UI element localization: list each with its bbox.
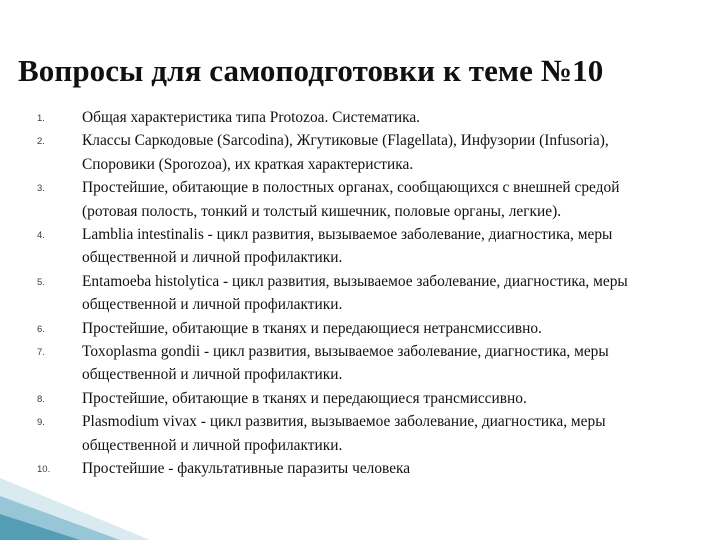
item-number: 9. <box>37 417 45 429</box>
list-item <box>0 106 720 129</box>
item-text: Lamblia intestinalis - цикл развития, вызываемое заболевание, диагностика, меры общественной и личной профилактики. <box>82 226 613 267</box>
item-text: Toxoplasma gondii - цикл развития, вызываемое заболевание, диагностика, меры общественной и личной профилактики. <box>82 343 609 384</box>
item-text: Простейшие - факультативные паразиты человека <box>82 460 411 478</box>
list-item <box>0 270 720 317</box>
item-text: Plasmodium vivax - цикл развития, вызываемое заболевание, диагностика, меры общественной и личной профилактики. <box>82 413 606 454</box>
item-number: 5. <box>37 276 45 288</box>
questions-list <box>0 106 720 481</box>
item-text: Entamoeba histolytica - цикл развития, вызываемое заболевание, диагностика, меры общественной и личной профилактики. <box>82 272 628 314</box>
item-text: Простейшие, обитающие в тканях и передающиеся трансмиссивно. <box>82 389 527 407</box>
item-number: 4. <box>37 230 45 242</box>
item-text: Простейшие, обитающие в тканях и передающиеся нетрансмиссивно. <box>82 319 542 337</box>
item-text: Общая характеристика типа Protozoa. Систематика. <box>82 109 421 126</box>
list-item <box>0 176 720 223</box>
item-text: Классы Саркодовые (Sarcodina), Жгутиковые (Flagellata), Инфузории (Infusoria), Споровики (Sporozoa), их краткая характеристика. <box>82 132 609 173</box>
decor-shape-dark <box>0 514 80 540</box>
list-item <box>0 129 720 176</box>
item-number: 8. <box>37 393 45 405</box>
item-number: 10. <box>37 464 51 476</box>
item-number: 2. <box>37 136 45 148</box>
item-number: 1. <box>37 113 45 124</box>
item-text: Простейшие, обитающие в полостных органах, сообщающихся с внешней средой (ротовая полость, тонкий и толстый кишечник, половые органы, легкие). <box>82 179 620 220</box>
list-item <box>0 340 720 387</box>
list-item <box>0 317 720 340</box>
item-number: 3. <box>37 183 45 195</box>
item-number: 6. <box>37 323 45 335</box>
list-item <box>0 410 720 457</box>
slide-title: Вопросы для самоподготовки к теме №10 <box>18 53 604 88</box>
decor-shape-mid <box>0 496 120 540</box>
item-number: 7. <box>37 347 45 359</box>
decor-shape-light <box>0 478 150 540</box>
list-item <box>0 457 720 480</box>
list-item <box>0 223 720 270</box>
list-item <box>0 387 720 410</box>
